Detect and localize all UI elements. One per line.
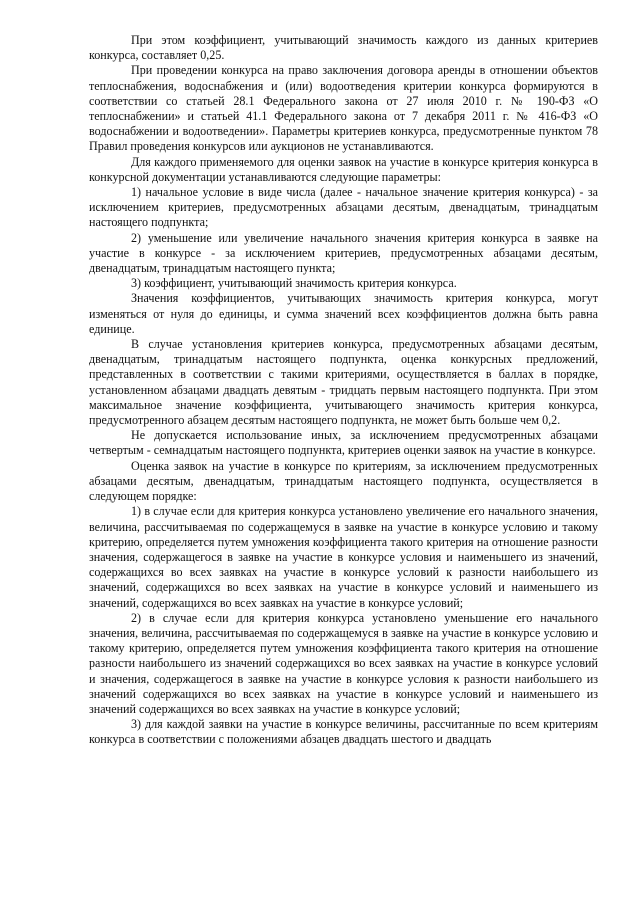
paragraph-item-3-totals: 3) для каждой заявки на участие в конкурсе величины, рассчитанные по всем критериям конкурса в соответствии с положениями абзацев двадцать шестого и двадцать	[89, 717, 598, 747]
paragraph-points-evaluation: В случае установления критериев конкурса, предусмотренных абзацами десятым, двенадцатым, тринадцатым настоящего подпункта, оценка конкурсных предложений, представленных в соответствии с такими критериями, осуществляется в баллах в порядке, установленном абзацами двадцать девятым - тридцать первым настоящего подпункта. При этом максимальное значение коэффициента, учитывающего значимость критерия конкурса, предусмотренного абзацем десятым настоящего подпункта, не может быть больше чем 0,2.	[89, 337, 598, 428]
paragraph-item-2-change: 2) уменьшение или увеличение начального значения критерия конкурса в заявке на участие в конкурсе - за исключением критериев, предусмотренных абзацами десятым, двенадцатым, тринадцатым настоящего пункта;	[89, 230, 598, 276]
paragraph-case-increase: 1) в случае если для критерия конкурса установлено увеличение его начального значения, величина, рассчитываемая по содержащемуся в заявке на участие в конкурсе условию и такому критерию, определяется путем умножения коэффициента такого критерия на отношение разности значения, содержащегося в заявке на участие в конкурсе условия и наименьшего из значений, содержащихся во всех заявках на участие в конкурсе условий к разности наибольшего из значений, содержащихся во всех заявках на участие в конкурсе условий и наименьшего из значений, содержащихся во всех заявках на участие в конкурсе условий;	[89, 504, 598, 610]
paragraph-item-3-coefficient: 3) коэффициент, учитывающий значимость критерия конкурса.	[131, 276, 457, 291]
paragraph-other-criteria: Не допускается использование иных, за исключением предусмотренных абзацами четвертым - семнадцатым настоящего подпункта, критериев оценки заявок на участие в конкурсе.	[89, 428, 598, 458]
paragraph-item-1-initial-value: 1) начальное условие в виде числа (далее - начальное значение критерия конкурса) - за исключением критериев, предусмотренных абзацами десятым, двенадцатым, тринадцатым настоящего подпункта;	[89, 185, 598, 230]
paragraph-evaluation-order: Оценка заявок на участие в конкурсе по критериям, за исключением предусмотренных абзацами десятым, двенадцатым, тринадцатым настоящего подпункта, осуществляется в следующем порядке:	[89, 458, 598, 504]
paragraph-parameters-intro: Для каждого применяемого для оценки заявок на участие в конкурсе критерия конкурса в конкурсной документации устанавливаются следующие параметры:	[89, 154, 598, 184]
paragraph-case-decrease: 2) в случае если для критерия конкурса установлено уменьшение его начального значения, величина, рассчитываемая по содержащемуся в заявке на участие в конкурсе условию и такому критерию, определяется путем умножения коэффициента такого критерия на отношение разности наибольшего из значений содержащихся во всех заявках на участие в конкурсе условий и значения, содержащегося в заявке на участие в конкурсе условия к разности наибольшего из значений содержащихся во всех заявках на участие в конкурсе условий и наименьшего из значений содержащихся во всех заявках на участие в конкурсе условий;	[89, 610, 598, 716]
paragraph-coefficient-range: Значения коэффициентов, учитывающих значимость критерия конкурса, могут изменяться от нуля до единицы, и сумма значений всех коэффициентов должна быть равна единице.	[89, 291, 598, 336]
document-page	[89, 33, 598, 748]
paragraph-lease-criteria: При проведении конкурса на право заключения договора аренды в отношении объектов теплоснабжения, водоснабжения и (или) водоотведения критерии конкурса формируются в соответствии со статьей 28.1 Федерального закона от 27 июля 2010 г. № 190-ФЗ «О теплоснабжении» и статьей 41.1 Федерального закона от 7 декабря 2011 г. № 416-ФЗ «О водоснабжении и водоотведении». Параметры критериев конкурса, предусмотренные пунктом 78 Правил проведения конкурсов или аукционов не устанавливаются.	[89, 63, 598, 154]
paragraph-coefficient-025: При этом коэффициент, учитывающий значимость каждого из данных критериев конкурса, составляет 0,25.	[89, 33, 598, 63]
